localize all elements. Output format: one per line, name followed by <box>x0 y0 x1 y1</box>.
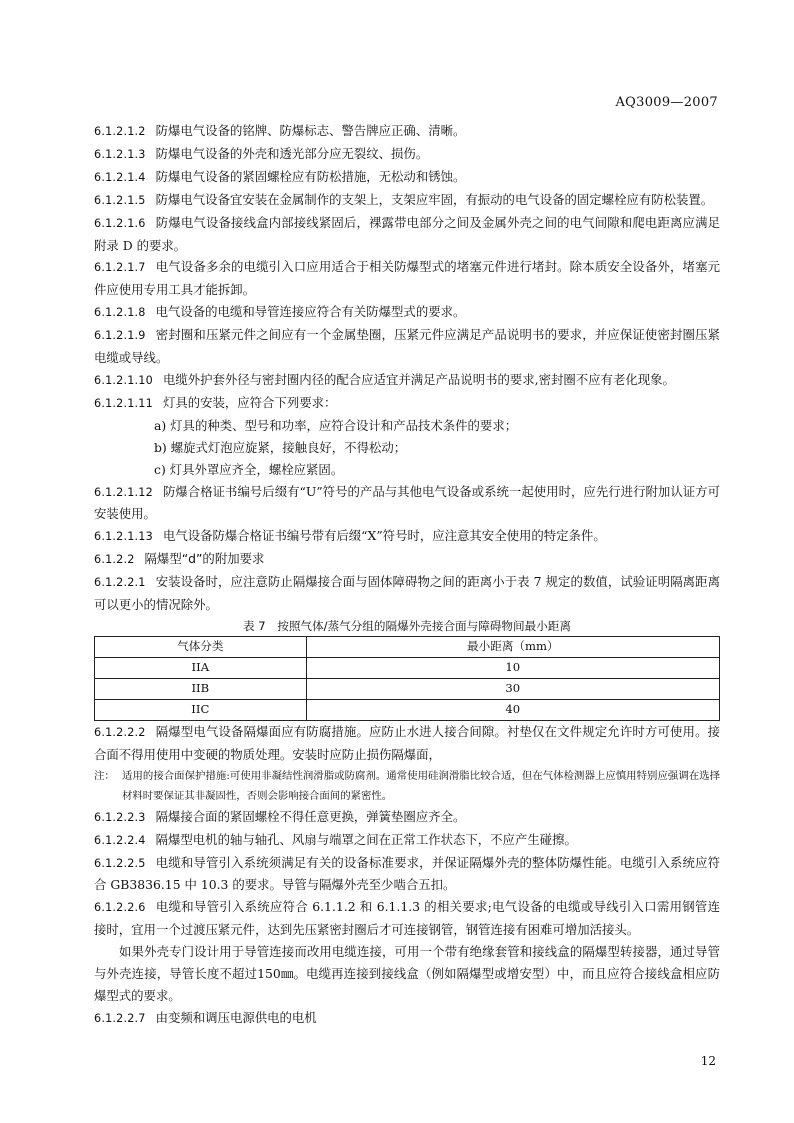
clause-item <box>94 721 720 766</box>
table-row <box>95 678 720 699</box>
min-distance-cell: 10 <box>306 657 719 678</box>
clause-item <box>94 256 720 301</box>
clause-item <box>94 852 720 897</box>
clause-item <box>94 392 720 415</box>
clause-number: 6.1.2.1.2 <box>94 125 146 138</box>
clause-item <box>94 1007 720 1030</box>
clause-text: 防爆电气设备的铭牌、防爆标志、警告牌应正确、清晰。 <box>155 123 466 138</box>
clause-number: 6.1.2.2.1 <box>94 576 146 590</box>
list-item: c) 灯具外罩应齐全，螺栓应紧固。 <box>154 461 344 477</box>
min-distance-cell: 30 <box>306 678 719 699</box>
clause-number: 6.1.2.2.4 <box>94 833 146 847</box>
clause-text: 安装设备时，应注意防止隔爆接合面与固体障碍物之间的距离小于表 7 规定的数值，试验证明隔离距离可以更小的情况除外。 <box>94 574 720 613</box>
clause-text: 隔爆接合面的紧固螺栓不得任意更换，弹簧垫圈应齐全。 <box>155 808 466 824</box>
clause-item <box>94 369 720 392</box>
column-header-min-distance: 最小距离（mm） <box>306 636 719 657</box>
clause-number: 6.1.2.2.5 <box>94 856 146 870</box>
clause-item <box>94 896 720 941</box>
note-text: 适用的接合面保护措施:可使用非凝结性润滑脂或防腐剂。通常使用硅润滑脂比较合适，但在气体检测器上应慎用特别应强调在选择材料时要保证其非凝固性，否则会影响接合面间的紧密性。 <box>122 769 720 802</box>
column-header-gas-group: 气体分类 <box>95 636 307 657</box>
list-item: a) 灯具的种类、型号和功率，应符合设计和产品技术条件的要求； <box>154 417 518 433</box>
gas-group-cell: IIB <box>95 678 307 699</box>
clause-text: 防爆电气设备的外壳和透光部分应无裂纹、损伤。 <box>155 145 429 161</box>
lamp-requirement-list <box>94 415 720 481</box>
clause-number: 6.1.2.1.13 <box>94 530 153 544</box>
clause-item <box>94 829 720 852</box>
gas-group-cell: IIA <box>95 657 307 678</box>
clause-item <box>94 481 720 526</box>
clause-text: 防爆合格证书编号后缀有“U”符号的产品与其他电气设备或系统一起使用时，应先行进行附加认证方可安装使用。 <box>94 483 720 522</box>
clause-number: 6.1.2.1.10 <box>94 373 153 387</box>
clause-number: 6.1.2.1.12 <box>94 485 153 499</box>
note <box>94 766 720 806</box>
clause-item <box>94 120 720 143</box>
clause-number: 6.1.2.1.11 <box>94 396 153 410</box>
clause-text: 隔爆型电机的轴与轴孔、风扇与端罩之间在正常工作状态下，不应产生碰擦。 <box>155 831 577 847</box>
standard-code-header: AQ3009—2007 <box>615 95 718 110</box>
clause-number: 6.1.2.1.7 <box>94 261 146 275</box>
clause-item <box>94 189 720 212</box>
clause-text: 灯具的安装，应符合下列要求： <box>162 394 337 410</box>
clause-text: 电气设备的电缆和导管连接应符合有关防爆型式的要求。 <box>155 304 466 320</box>
clause-text: 由变频和调压电源供电的电机 <box>155 1009 317 1025</box>
clause-number: 6.1.2.1.5 <box>94 193 146 207</box>
clause-text: 电缆和导管引入系统须满足有关的设备标准要求，并保证隔爆外壳的整体防爆性能。电缆引入系统应符合 GB3836.15 中 10.3 的要求。导管与隔爆外壳至少啮合五扣。 <box>94 854 720 893</box>
clause-item <box>94 301 720 324</box>
clause-number: 6.1.2.2.2 <box>94 725 146 739</box>
table-body <box>95 657 720 720</box>
min-distance-cell: 40 <box>306 699 719 720</box>
table-row <box>95 657 720 678</box>
clause-list-certificate <box>94 481 720 549</box>
clause-number: 6.1.2.1.3 <box>94 147 146 161</box>
clause-list-general <box>94 120 720 415</box>
clause-text: 电缆外护套外径与密封圈内径的配合应适宜并满足产品说明书的要求,密封圈不应有老化现象。 <box>162 371 675 387</box>
clause-item <box>94 806 720 829</box>
clause-item <box>94 143 720 166</box>
page-content <box>94 120 720 1030</box>
conduit-paragraph: 如果外壳专门设计用于导管连接而改用电缆连接，可用一个带有绝缘套管和接线盒的隔爆型转接器，通过导管与外壳连接，导管长度不超过150㎜。电缆再连接到接线盒（例如隔爆型或增安型）中，而且应符合接线盒相应防爆型式的要求。 <box>94 944 720 1003</box>
clause-text: 防爆电气设备接线盒内部接线紧固后，裸露带电部分之间及金属外壳之间的电气间隙和爬电距离应满足附录 D 的要求。 <box>94 214 720 253</box>
clause-text: 密封圈和压紧元件之间应有一个金属垫圈，压紧元件应满足产品说明书的要求，并应保证使密封圈压紧电缆或导线。 <box>94 327 720 366</box>
clause-text: 电缆和导管引入系统应符合 6.1.1.2 和 6.1.1.3 的相关要求;电气设备的电缆或导线引入口需用钢管连接时，宜用一个过渡压紧元件，达到先压紧密封圈后才可连接钢管，钢管连接有困难可增加活接头。 <box>94 899 720 938</box>
clause-list-flameproof <box>94 806 720 941</box>
clause-number: 6.1.2.1.8 <box>94 306 146 320</box>
clause-number: 6.1.2.1.4 <box>94 170 146 184</box>
clause-item <box>94 571 720 616</box>
clause-number: 6.1.2.2.6 <box>94 901 146 915</box>
clause-item <box>94 212 720 257</box>
clause-text: 电气设备多余的电缆引入口应用适合于相关防爆型式的堵塞元件进行堵封。除本质安全设备外，堵塞元件应使用专用工具才能拆卸。 <box>94 259 720 298</box>
clause-number: 6.1.2.1.9 <box>94 329 146 343</box>
table-title: 表 7 按照气体/蒸气分组的隔爆外壳接合面与障碍物间最小距离 <box>242 618 571 633</box>
note-label: 注： <box>94 769 115 782</box>
clause-text: 电气设备防爆合格证书编号带有后缀“X”符号时，应注意其安全使用的特定条件。 <box>162 528 606 544</box>
table-header-row <box>95 636 720 657</box>
clause-item <box>94 324 720 369</box>
clause-text: 防爆电气设备的紧固螺栓应有防松措施，无松动和锈蚀。 <box>155 168 466 184</box>
gas-group-cell: IIC <box>95 699 307 720</box>
list-item: b) 螺旋式灯泡应旋紧，接触良好，不得松动； <box>154 439 407 455</box>
clause-text: 隔爆型“d”的附加要求 <box>144 551 265 567</box>
clause-number: 6.1.2.2 <box>94 553 135 567</box>
clause-number: 6.1.2.1.6 <box>94 216 146 230</box>
distance-table <box>94 636 720 721</box>
clause-number: 6.1.2.2.3 <box>94 810 146 824</box>
page-number: 12 <box>700 1054 716 1068</box>
clause-text: 防爆电气设备宜安装在金属制作的支架上，支架应牢固，有振动的电气设备的固定螺栓应有防松装置。 <box>155 191 714 207</box>
section-heading <box>94 548 720 571</box>
clause-item <box>94 525 720 548</box>
clause-text: 隔爆型电气设备隔爆面应有防腐措施。应防止水进人接合间隙。衬垫仅在文件规定允许时方可使用。接合面不得用使用中变硬的物质处理。安装时应防止损伤隔爆面， <box>94 723 720 762</box>
clause-item <box>94 166 720 189</box>
clause-number: 6.1.2.2.7 <box>94 1011 146 1025</box>
table-row <box>95 699 720 720</box>
